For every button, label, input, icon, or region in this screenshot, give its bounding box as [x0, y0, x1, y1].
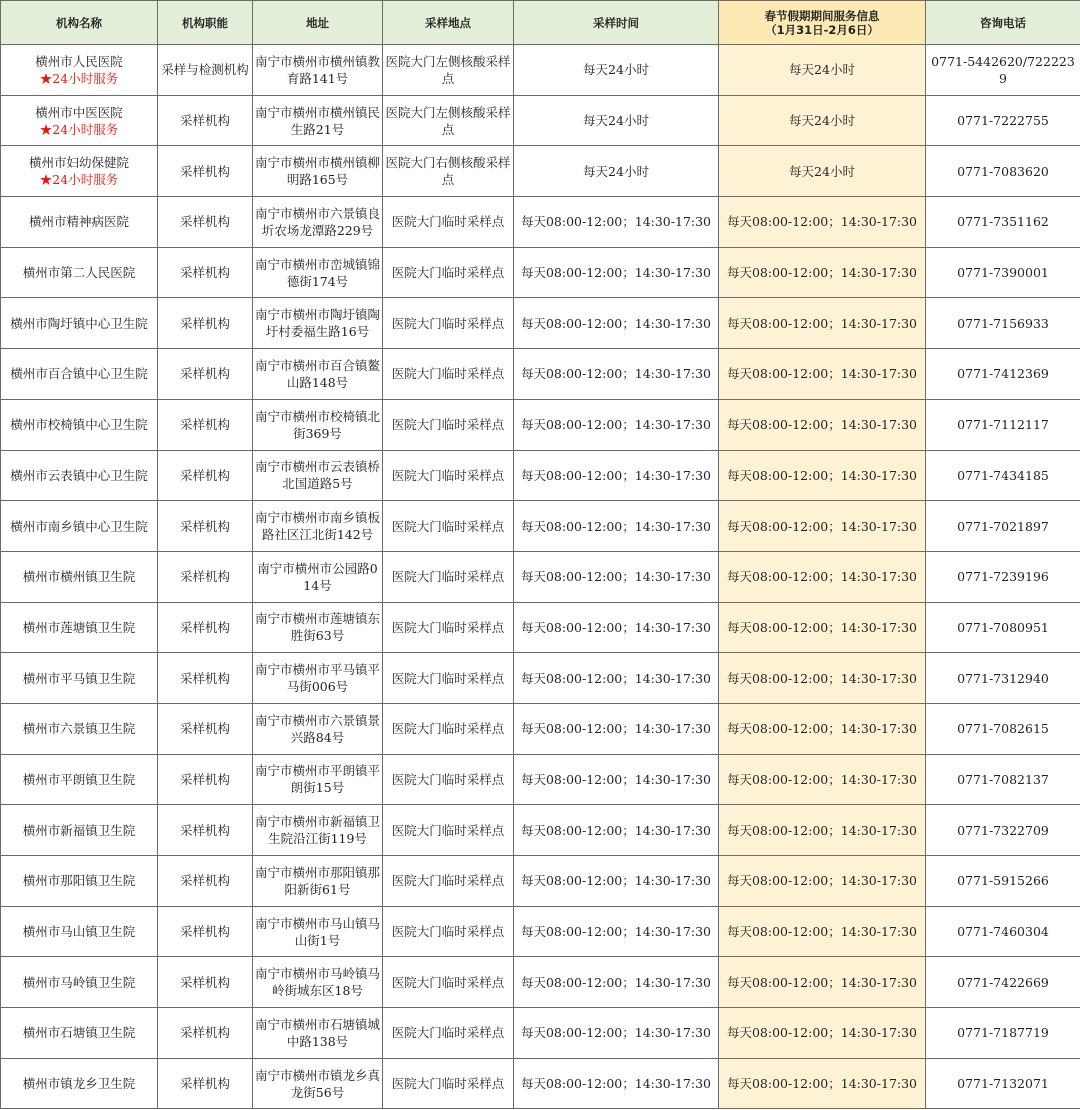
table-row [1, 703, 1080, 754]
cell-site: 医院大门临时采样点 [383, 197, 514, 248]
cell-holiday: 每天08:00-12:00；14:30-17:30 [719, 602, 926, 653]
cell-phone: 0771-5442620/7222239 [926, 45, 1080, 96]
table-row [1, 247, 1080, 298]
cell-address: 南宁市横州市镇龙乡真龙街56号 [253, 1058, 383, 1109]
cell-phone: 0771-7460304 [926, 906, 1080, 957]
cell-phone: 0771-7187719 [926, 1008, 1080, 1059]
cell-phone: 0771-7132071 [926, 1058, 1080, 1109]
header-address: 地址 [253, 1, 383, 45]
cell-phone: 0771-7222755 [926, 95, 1080, 146]
cell-name [1, 551, 158, 602]
cell-holiday: 每天24小时 [719, 45, 926, 96]
table-row [1, 1008, 1080, 1059]
table-row [1, 653, 1080, 704]
cell-time: 每天08:00-12:00；14:30-17:30 [514, 754, 719, 805]
cell-address: 南宁市横州市六景镇良圻农场龙潭路229号 [253, 197, 383, 248]
institution-name: 横州市云表镇中心卫生院 [10, 467, 148, 483]
institution-name: 横州市中医医院 [35, 104, 123, 120]
cell-function: 采样机构 [158, 551, 253, 602]
table-row [1, 197, 1080, 248]
table-row [1, 450, 1080, 501]
institution-name: 横州市妇幼保健院 [28, 155, 129, 171]
institution-name: 横州市精神病医院 [28, 214, 129, 230]
cell-name [1, 957, 158, 1008]
cell-site: 医院大门临时采样点 [383, 298, 514, 349]
table-body [1, 45, 1080, 1109]
cell-holiday: 每天08:00-12:00；14:30-17:30 [719, 197, 926, 248]
header-time: 采样时间 [514, 1, 719, 45]
service-24h-note: ★24小时服务 [39, 121, 119, 137]
service-24h-note: ★24小时服务 [39, 172, 119, 188]
cell-function: 采样机构 [158, 653, 253, 704]
cell-site: 医院大门临时采样点 [383, 399, 514, 450]
cell-site: 医院大门临时采样点 [383, 856, 514, 907]
cell-holiday: 每天24小时 [719, 146, 926, 197]
header-row [1, 1, 1080, 45]
cell-function: 采样机构 [158, 399, 253, 450]
cell-phone: 0771-7080951 [926, 602, 1080, 653]
cell-name [1, 45, 158, 96]
cell-name [1, 95, 158, 146]
cell-time: 每天08:00-12:00；14:30-17:30 [514, 856, 719, 907]
cell-function: 采样与检测机构 [158, 45, 253, 96]
cell-site: 医院大门临时采样点 [383, 1058, 514, 1109]
institution-name: 横州市南乡镇中心卫生院 [10, 518, 148, 534]
institution-name: 横州市第二人民医院 [22, 265, 136, 281]
cell-time: 每天08:00-12:00；14:30-17:30 [514, 197, 719, 248]
institution-name: 横州市百合镇中心卫生院 [10, 366, 148, 382]
cell-function: 采样机构 [158, 906, 253, 957]
cell-site: 医院大门右侧核酸采样点 [383, 146, 514, 197]
cell-function: 采样机构 [158, 95, 253, 146]
cell-address: 南宁市横州市峦城镇锦德街174号 [253, 247, 383, 298]
cell-phone: 0771-7412369 [926, 349, 1080, 400]
cell-name [1, 856, 158, 907]
institution-name: 横州市马岭镇卫生院 [22, 974, 136, 990]
table-row [1, 349, 1080, 400]
cell-name [1, 501, 158, 552]
institution-name: 横州市马山镇卫生院 [22, 924, 136, 940]
cell-phone: 0771-7239196 [926, 551, 1080, 602]
cell-site: 医院大门临时采样点 [383, 1008, 514, 1059]
cell-time: 每天08:00-12:00；14:30-17:30 [514, 1008, 719, 1059]
cell-function: 采样机构 [158, 501, 253, 552]
cell-phone: 0771-7322709 [926, 805, 1080, 856]
cell-name [1, 247, 158, 298]
cell-time: 每天08:00-12:00；14:30-17:30 [514, 450, 719, 501]
table-row [1, 602, 1080, 653]
cell-function: 采样机构 [158, 247, 253, 298]
cell-address: 南宁市横州市百合镇鳌山路148号 [253, 349, 383, 400]
cell-function: 采样机构 [158, 703, 253, 754]
table-row [1, 856, 1080, 907]
cell-address: 南宁市横州市陶圩镇陶圩村委福生路16号 [253, 298, 383, 349]
cell-time: 每天08:00-12:00；14:30-17:30 [514, 653, 719, 704]
institution-name: 横州市镇龙乡卫生院 [22, 1076, 136, 1092]
cell-site: 医院大门临时采样点 [383, 349, 514, 400]
table-row [1, 754, 1080, 805]
cell-name [1, 197, 158, 248]
cell-holiday: 每天08:00-12:00；14:30-17:30 [719, 754, 926, 805]
cell-time: 每天24小时 [514, 146, 719, 197]
cell-holiday: 每天08:00-12:00；14:30-17:30 [719, 906, 926, 957]
cell-name [1, 146, 158, 197]
table-row [1, 906, 1080, 957]
cell-name [1, 450, 158, 501]
cell-holiday: 每天08:00-12:00；14:30-17:30 [719, 399, 926, 450]
cell-site: 医院大门左侧核酸采样点 [383, 95, 514, 146]
cell-site: 医院大门临时采样点 [383, 703, 514, 754]
cell-time: 每天08:00-12:00；14:30-17:30 [514, 703, 719, 754]
cell-function: 采样机构 [158, 146, 253, 197]
cell-site: 医院大门临时采样点 [383, 805, 514, 856]
cell-phone: 0771-7021897 [926, 501, 1080, 552]
cell-phone: 0771-7156933 [926, 298, 1080, 349]
cell-phone: 0771-7422669 [926, 957, 1080, 1008]
cell-address: 南宁市横州市横州镇民生路21号 [253, 95, 383, 146]
institution-name: 横州市平朗镇卫生院 [22, 771, 136, 787]
cell-name [1, 1008, 158, 1059]
cell-phone: 0771-5915266 [926, 856, 1080, 907]
cell-name [1, 1058, 158, 1109]
header-holiday-range: （1月31日-2月6日） [765, 22, 879, 37]
institution-name: 横州市陶圩镇中心卫生院 [10, 315, 148, 331]
cell-time: 每天08:00-12:00；14:30-17:30 [514, 906, 719, 957]
cell-site: 医院大门临时采样点 [383, 602, 514, 653]
cell-holiday: 每天08:00-12:00；14:30-17:30 [719, 703, 926, 754]
cell-holiday: 每天08:00-12:00；14:30-17:30 [719, 957, 926, 1008]
cell-name [1, 754, 158, 805]
service-24h-note: ★24小时服务 [39, 70, 119, 86]
cell-holiday: 每天24小时 [719, 95, 926, 146]
cell-phone: 0771-7082137 [926, 754, 1080, 805]
table-row [1, 805, 1080, 856]
table-row [1, 95, 1080, 146]
header-holiday [719, 1, 926, 45]
institution-name: 横州市新福镇卫生院 [22, 822, 136, 838]
cell-holiday: 每天08:00-12:00；14:30-17:30 [719, 1008, 926, 1059]
cell-function: 采样机构 [158, 298, 253, 349]
cell-function: 采样机构 [158, 602, 253, 653]
table-row [1, 146, 1080, 197]
cell-phone: 0771-7082615 [926, 703, 1080, 754]
cell-time: 每天08:00-12:00；14:30-17:30 [514, 399, 719, 450]
table-row [1, 298, 1080, 349]
cell-function: 采样机构 [158, 349, 253, 400]
cell-time: 每天08:00-12:00；14:30-17:30 [514, 957, 719, 1008]
cell-holiday: 每天08:00-12:00；14:30-17:30 [719, 653, 926, 704]
cell-site: 医院大门临时采样点 [383, 551, 514, 602]
cell-site: 医院大门临时采样点 [383, 501, 514, 552]
cell-name [1, 399, 158, 450]
cell-address: 南宁市横州市云表镇桥北国道路5号 [253, 450, 383, 501]
cell-time: 每天24小时 [514, 45, 719, 96]
header-name: 机构名称 [1, 1, 158, 45]
cell-time: 每天08:00-12:00；14:30-17:30 [514, 349, 719, 400]
cell-phone: 0771-7112117 [926, 399, 1080, 450]
institution-name: 横州市人民医院 [35, 53, 123, 69]
cell-holiday: 每天08:00-12:00；14:30-17:30 [719, 551, 926, 602]
cell-time: 每天08:00-12:00；14:30-17:30 [514, 551, 719, 602]
cell-function: 采样机构 [158, 957, 253, 1008]
cell-holiday: 每天08:00-12:00；14:30-17:30 [719, 450, 926, 501]
cell-time: 每天08:00-12:00；14:30-17:30 [514, 298, 719, 349]
cell-phone: 0771-7390001 [926, 247, 1080, 298]
cell-name [1, 805, 158, 856]
cell-address: 南宁市横州市横州镇教育路141号 [253, 45, 383, 96]
cell-address: 南宁市横州市六景镇景兴路84号 [253, 703, 383, 754]
cell-site: 医院大门临时采样点 [383, 906, 514, 957]
header-site: 采样地点 [383, 1, 514, 45]
cell-address: 南宁市横州市平朗镇平朗街15号 [253, 754, 383, 805]
cell-name [1, 653, 158, 704]
header-phone: 咨询电话 [926, 1, 1080, 45]
cell-holiday: 每天08:00-12:00；14:30-17:30 [719, 805, 926, 856]
cell-site: 医院大门临时采样点 [383, 957, 514, 1008]
cell-function: 采样机构 [158, 1058, 253, 1109]
cell-phone: 0771-7434185 [926, 450, 1080, 501]
cell-time: 每天08:00-12:00；14:30-17:30 [514, 805, 719, 856]
table-row [1, 1058, 1080, 1109]
cell-address: 南宁市横州市石塘镇城中路138号 [253, 1008, 383, 1059]
cell-name [1, 703, 158, 754]
cell-time: 每天08:00-12:00；14:30-17:30 [514, 247, 719, 298]
cell-holiday: 每天08:00-12:00；14:30-17:30 [719, 856, 926, 907]
cell-holiday: 每天08:00-12:00；14:30-17:30 [719, 298, 926, 349]
institution-name: 横州市那阳镇卫生院 [22, 873, 136, 889]
cell-site: 医院大门左侧核酸采样点 [383, 45, 514, 96]
cell-function: 采样机构 [158, 197, 253, 248]
cell-address: 南宁市横州市莲塘镇东胜街63号 [253, 602, 383, 653]
institution-name: 横州市横州镇卫生院 [22, 569, 136, 585]
cell-site: 医院大门临时采样点 [383, 450, 514, 501]
cell-site: 医院大门临时采样点 [383, 247, 514, 298]
cell-name [1, 298, 158, 349]
cell-holiday: 每天08:00-12:00；14:30-17:30 [719, 501, 926, 552]
cell-holiday: 每天08:00-12:00；14:30-17:30 [719, 349, 926, 400]
cell-phone: 0771-7312940 [926, 653, 1080, 704]
cell-function: 采样机构 [158, 450, 253, 501]
table-row [1, 45, 1080, 96]
table-row [1, 399, 1080, 450]
cell-time: 每天08:00-12:00；14:30-17:30 [514, 501, 719, 552]
cell-address: 南宁市横州市校椅镇北街369号 [253, 399, 383, 450]
header-holiday-title: 春节假期期间服务信息 [764, 8, 880, 23]
cell-holiday: 每天08:00-12:00；14:30-17:30 [719, 1058, 926, 1109]
cell-address: 南宁市横州市新福镇卫生院沿江街119号 [253, 805, 383, 856]
cell-address: 南宁市横州市马岭镇马岭街城东区18号 [253, 957, 383, 1008]
cell-address: 南宁市横州市马山镇马山街1号 [253, 906, 383, 957]
table-row [1, 551, 1080, 602]
cell-name [1, 906, 158, 957]
cell-site: 医院大门临时采样点 [383, 754, 514, 805]
institution-name: 横州市莲塘镇卫生院 [22, 619, 136, 635]
table-row [1, 501, 1080, 552]
institution-name: 横州市石塘镇卫生院 [22, 1025, 136, 1041]
institution-name: 横州市六景镇卫生院 [22, 721, 136, 737]
cell-function: 采样机构 [158, 1008, 253, 1059]
header-function: 机构职能 [158, 1, 253, 45]
table-row [1, 957, 1080, 1008]
cell-time: 每天24小时 [514, 95, 719, 146]
cell-function: 采样机构 [158, 805, 253, 856]
cell-site: 医院大门临时采样点 [383, 653, 514, 704]
cell-phone: 0771-7083620 [926, 146, 1080, 197]
cell-address: 南宁市横州市公园路014号 [253, 551, 383, 602]
cell-name [1, 349, 158, 400]
cell-address: 南宁市横州市横州镇柳明路165号 [253, 146, 383, 197]
cell-time: 每天08:00-12:00；14:30-17:30 [514, 1058, 719, 1109]
cell-time: 每天08:00-12:00；14:30-17:30 [514, 602, 719, 653]
cell-holiday: 每天08:00-12:00；14:30-17:30 [719, 247, 926, 298]
cell-address: 南宁市横州市南乡镇板路社区江北街142号 [253, 501, 383, 552]
cell-name [1, 602, 158, 653]
institution-name: 横州市平马镇卫生院 [22, 670, 136, 686]
cell-address: 南宁市横州市那阳镇那阳新街61号 [253, 856, 383, 907]
cell-phone: 0771-7351162 [926, 197, 1080, 248]
cell-address: 南宁市横州市平马镇平马街006号 [253, 653, 383, 704]
institution-name: 横州市校椅镇中心卫生院 [10, 417, 148, 433]
cell-function: 采样机构 [158, 754, 253, 805]
cell-function: 采样机构 [158, 856, 253, 907]
